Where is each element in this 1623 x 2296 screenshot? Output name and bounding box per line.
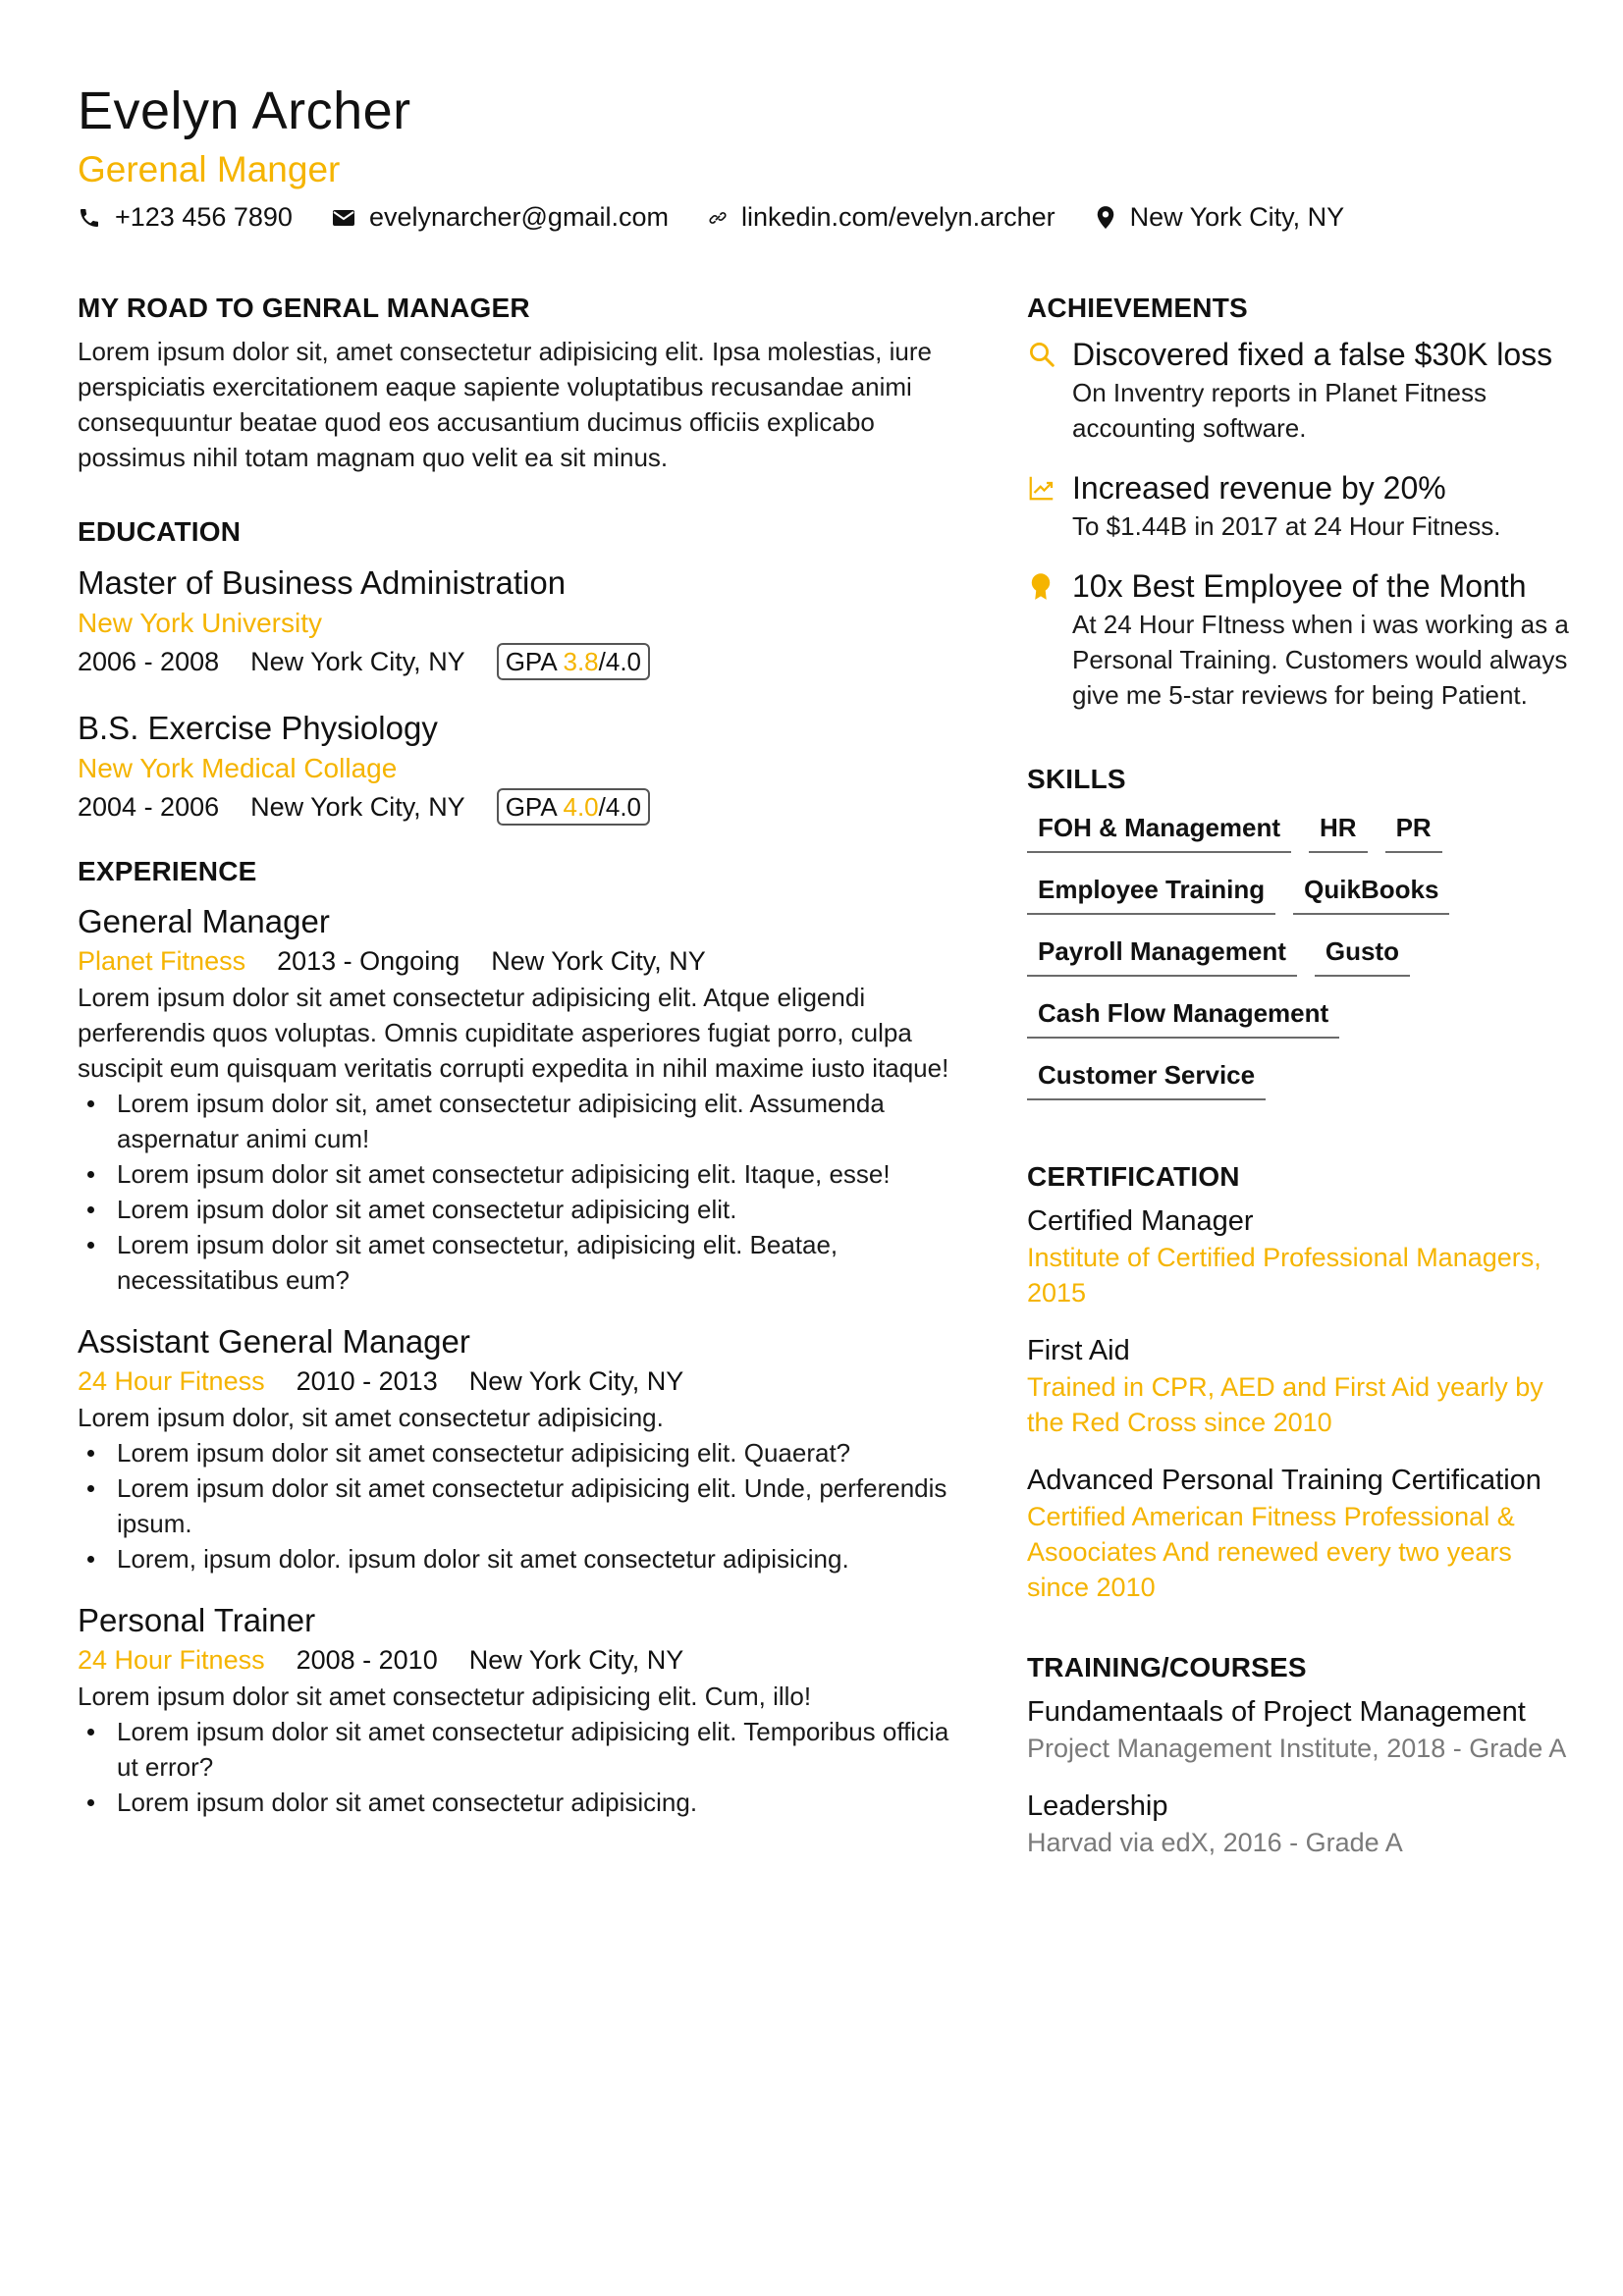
job-dates: 2008 - 2010 <box>296 1645 438 1675</box>
contact-linkedin[interactable] <box>708 202 1055 233</box>
job-item <box>78 1600 971 1820</box>
education-item <box>78 707 971 827</box>
certification-item <box>1027 1202 1577 1310</box>
certification-org: Certified American Fitness Professional & Asoociates And renewed every two years since 2010 <box>1027 1502 1515 1602</box>
achievement-desc: On Inventry reports in Planet Fitness accounting software. <box>1072 378 1487 443</box>
job-bullet: Lorem ipsum dolor sit amet consectetur adipisicing elit. <box>78 1192 971 1227</box>
contact-location <box>1095 202 1345 233</box>
achievement-heading <box>1027 565 1577 607</box>
certification-name: First Aid <box>1027 1335 1130 1366</box>
skill-tag: Cash Flow Management <box>1027 992 1339 1039</box>
gpa-value: 3.8 <box>563 647 599 676</box>
skill-tag: HR <box>1309 807 1368 853</box>
achievement-head-text: 10x Best Employee of the Month <box>1072 568 1527 604</box>
candidate-name: Evelyn Archer <box>78 81 411 140</box>
contact-phone <box>78 202 293 233</box>
course-item <box>1027 1693 1577 1766</box>
certification-org: Trained in CPR, AED and First Aid yearly by the Red Cross since 2010 <box>1027 1372 1543 1437</box>
skill-tag: Payroll Management <box>1027 931 1297 977</box>
summary-text: Lorem ipsum dolor sit, amet consectetur adipisicing elit. Ipsa molestias, iure perspiciatis exercitationem eaque sapiente voluptatibus recusandae animi consequuntur beatae quod eos accusantium ducimus officiis explicabo possimus nihil totam magnam quo velit ea sit minus. <box>78 337 932 472</box>
education-years: 2006 - 2008 <box>78 647 220 676</box>
achievement-head-text: Increased revenue by 20% <box>1072 470 1446 506</box>
trending-up-icon <box>1027 473 1072 503</box>
skill-tag: QuikBooks <box>1293 869 1449 915</box>
degree-name: Master of Business Administration <box>78 564 567 601</box>
achievement-heading <box>1027 334 1577 375</box>
job-meta <box>78 1362 971 1400</box>
skill-row <box>1027 992 1577 1039</box>
achievements-section <box>1027 293 1577 713</box>
candidate-role: Gerenal Manger <box>78 149 341 189</box>
skill-tag: Customer Service <box>1027 1054 1266 1100</box>
job-dates: 2013 - Ongoing <box>277 946 460 976</box>
skills-list <box>1027 807 1577 1100</box>
job-description: Lorem ipsum dolor sit amet consectetur adipisicing elit. Atque eligendi perferendis quos voluptas. Omnis cupiditate asperiores fugiat porro, culpa suscipit eum quisquam veritatis corrupti expedita in nihil maxime iusto itaque! <box>78 983 949 1083</box>
gpa-max: /4.0 <box>598 792 642 822</box>
skill-row <box>1027 1054 1577 1100</box>
gpa-label: GPA <box>505 792 564 822</box>
left-column <box>78 293 971 1861</box>
experience-section <box>78 856 971 1820</box>
job-title: General Manager <box>78 903 330 939</box>
training-section <box>1027 1652 1577 1860</box>
job-bullets <box>78 1086 971 1298</box>
achievement-desc: At 24 Hour FItness when i was working as a Personal Training. Customers would always give me 5-star reviews for being Patient. <box>1072 610 1569 710</box>
skill-tag: Gusto <box>1315 931 1410 977</box>
linkedin-text: linkedin.com/evelyn.archer <box>740 202 1055 232</box>
certification-name: Certified Manager <box>1027 1205 1254 1237</box>
education-section <box>78 516 971 827</box>
education-meta <box>78 642 971 681</box>
job-dates: 2010 - 2013 <box>296 1366 438 1396</box>
job-item <box>78 1321 971 1576</box>
school-name: New York Medical Collage <box>78 753 398 783</box>
course-name: Leadership <box>1027 1790 1168 1822</box>
job-title: Personal Trainer <box>78 1602 316 1638</box>
degree-name: B.S. Exercise Physiology <box>78 710 438 746</box>
certification-item <box>1027 1462 1577 1605</box>
job-title: Assistant General Manager <box>78 1323 470 1360</box>
education-item <box>78 561 971 681</box>
job-bullet: Lorem ipsum dolor sit amet consectetur adipisicing elit. Unde, perferendis ipsum. <box>78 1470 971 1541</box>
job-description: Lorem ipsum dolor sit amet consectetur adipisicing elit. Cum, illo! <box>78 1682 812 1711</box>
job-meta <box>78 1641 971 1679</box>
certification-title: CERTIFICATION <box>1027 1161 1240 1192</box>
job-meta <box>78 942 971 980</box>
achievement-item <box>1027 467 1577 544</box>
education-meta <box>78 787 971 827</box>
location-pin-icon <box>1095 205 1116 231</box>
job-location: New York City, NY <box>468 1366 684 1396</box>
job-bullet: Lorem ipsum dolor sit amet consectetur adipisicing elit. Itaque, esse! <box>78 1156 971 1192</box>
job-bullet: Lorem ipsum dolor sit amet consectetur, adipisicing elit. Beatae, necessitatibus eum? <box>78 1227 971 1298</box>
contact-bar <box>78 202 1383 233</box>
course-org: Harvad via edX, 2016 - Grade A <box>1027 1828 1403 1857</box>
link-icon <box>708 208 728 228</box>
achievement-item <box>1027 565 1577 713</box>
contact-email[interactable] <box>332 202 669 233</box>
mail-icon <box>332 208 355 228</box>
skill-tag: PR <box>1385 807 1442 853</box>
course-item <box>1027 1788 1577 1860</box>
gpa-label: GPA <box>505 647 564 676</box>
job-company: 24 Hour Fitness <box>78 1645 265 1675</box>
training-title: TRAINING/COURSES <box>1027 1652 1307 1682</box>
course-name: Fundamentaals of Project Management <box>1027 1696 1526 1728</box>
achievement-heading <box>1027 467 1577 508</box>
skill-tag: Employee Training <box>1027 869 1275 915</box>
job-location: New York City, NY <box>491 946 706 976</box>
gpa-badge <box>497 788 650 826</box>
skill-row <box>1027 869 1577 915</box>
experience-title: EXPERIENCE <box>78 856 257 886</box>
job-location: New York City, NY <box>468 1645 684 1675</box>
location-text: New York City, NY <box>1129 202 1345 232</box>
job-description: Lorem ipsum dolor, sit amet consectetur adipisicing. <box>78 1403 664 1432</box>
skills-section <box>1027 764 1577 1100</box>
achievement-head-text: Discovered fixed a false $30K loss <box>1072 337 1553 372</box>
job-company: Planet Fitness <box>78 946 246 976</box>
job-item <box>78 901 971 1298</box>
job-bullets <box>78 1435 971 1576</box>
award-icon <box>1027 571 1072 601</box>
job-company: 24 Hour Fitness <box>78 1366 265 1396</box>
achievement-item <box>1027 334 1577 446</box>
email-text: evelynarcher@gmail.com <box>368 202 669 232</box>
education-location: New York City, NY <box>250 792 465 822</box>
achievement-desc: To $1.44B in 2017 at 24 Hour Fitness. <box>1072 511 1501 541</box>
school-name: New York University <box>78 608 322 638</box>
education-location: New York City, NY <box>250 647 465 676</box>
phone-text: +123 456 7890 <box>115 202 293 232</box>
summary-section <box>78 293 971 475</box>
summary-title: MY ROAD TO GENRAL MANAGER <box>78 293 530 323</box>
course-org: Project Management Institute, 2018 - Grade A <box>1027 1734 1567 1763</box>
job-bullets <box>78 1714 971 1820</box>
certification-org: Institute of Certified Professional Managers, 2015 <box>1027 1243 1542 1308</box>
skill-tag: FOH & Management <box>1027 807 1291 853</box>
search-icon <box>1027 340 1072 369</box>
job-bullet: Lorem, ipsum dolor. ipsum dolor sit amet consectetur adipisicing. <box>78 1541 971 1576</box>
gpa-max: /4.0 <box>598 647 642 676</box>
phone-icon <box>78 206 101 230</box>
gpa-badge <box>497 643 650 680</box>
job-bullet: Lorem ipsum dolor sit amet consectetur adipisicing elit. Quaerat? <box>78 1435 971 1470</box>
job-bullet: Lorem ipsum dolor sit, amet consectetur adipisicing elit. Assumenda aspernatur animi cum! <box>78 1086 971 1156</box>
certification-name: Advanced Personal Training Certification <box>1027 1465 1542 1496</box>
job-bullet: Lorem ipsum dolor sit amet consectetur adipisicing elit. Temporibus officia ut error? <box>78 1714 971 1785</box>
achievements-title: ACHIEVEMENTS <box>1027 293 1248 323</box>
skill-row <box>1027 931 1577 977</box>
gpa-value: 4.0 <box>563 792 599 822</box>
certification-section <box>1027 1161 1577 1605</box>
certification-item <box>1027 1332 1577 1440</box>
skill-row <box>1027 807 1577 853</box>
skills-title: SKILLS <box>1027 764 1126 794</box>
education-years: 2004 - 2006 <box>78 792 220 822</box>
education-title: EDUCATION <box>78 516 242 547</box>
job-bullet: Lorem ipsum dolor sit amet consectetur adipisicing. <box>78 1785 971 1820</box>
right-column <box>1027 293 1577 1901</box>
